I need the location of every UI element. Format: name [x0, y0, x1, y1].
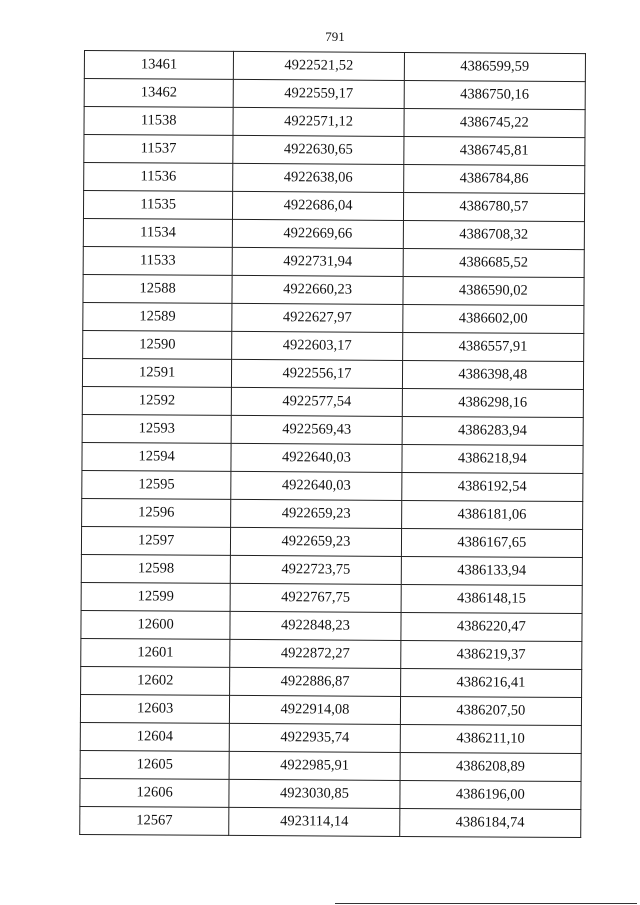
y-coordinate-cell: 4386745,81 — [403, 136, 584, 165]
table-row — [81, 582, 582, 613]
point-id-cell: 13461 — [84, 51, 233, 80]
y-coordinate-cell: 4386599,59 — [404, 52, 585, 81]
x-coordinate-cell: 4922848,23 — [230, 611, 401, 640]
x-coordinate-cell: 4922556,17 — [232, 359, 403, 388]
x-coordinate-cell: 4922627,97 — [232, 303, 403, 332]
x-coordinate-cell: 4922577,54 — [232, 387, 403, 416]
y-coordinate-cell: 4386216,41 — [400, 668, 581, 697]
x-coordinate-cell: 4922731,94 — [232, 247, 403, 276]
point-id-cell: 12606 — [80, 778, 229, 807]
point-id-cell: 12595 — [82, 470, 231, 499]
y-coordinate-cell: 4386211,10 — [400, 724, 581, 753]
point-id-cell: 12596 — [82, 498, 231, 527]
point-id-cell: 12592 — [82, 386, 231, 415]
table-row — [84, 51, 585, 82]
x-coordinate-cell: 4922640,03 — [231, 471, 402, 500]
page-number: 791 — [325, 29, 345, 44]
point-id-cell: 12599 — [81, 582, 230, 611]
y-coordinate-cell: 4386708,32 — [403, 220, 584, 249]
table-row — [81, 638, 582, 669]
y-coordinate-cell: 4386298,16 — [402, 388, 583, 417]
y-coordinate-cell: 4386283,94 — [402, 416, 583, 445]
table-row — [82, 470, 583, 501]
y-coordinate-cell: 4386220,47 — [401, 612, 582, 641]
table-row — [80, 806, 581, 837]
point-id-cell: 12597 — [81, 526, 230, 555]
x-coordinate-cell: 4922660,23 — [232, 275, 403, 304]
point-id-cell: 13462 — [84, 79, 233, 108]
point-id-cell: 12589 — [83, 302, 232, 331]
table-row — [82, 442, 583, 473]
point-id-cell: 12604 — [80, 722, 229, 751]
x-coordinate-cell: 4922569,43 — [231, 415, 402, 444]
point-id-cell: 12603 — [80, 694, 229, 723]
x-coordinate-cell: 4922914,08 — [230, 695, 401, 724]
point-id-cell: 12588 — [83, 274, 232, 303]
table-row — [84, 79, 585, 110]
table-row — [80, 778, 581, 809]
y-coordinate-cell: 4386780,57 — [403, 192, 584, 221]
bottom-rule — [335, 903, 637, 904]
x-coordinate-cell: 4922638,06 — [233, 163, 404, 192]
point-id-cell: 12601 — [81, 638, 230, 667]
table-row — [84, 135, 585, 166]
y-coordinate-cell: 4386181,06 — [401, 500, 582, 529]
table-row — [80, 694, 581, 725]
table-row — [84, 107, 585, 138]
table-row — [80, 750, 581, 781]
x-coordinate-cell: 4922886,87 — [230, 667, 401, 696]
table-row — [81, 610, 582, 641]
x-coordinate-cell: 4922872,27 — [230, 639, 401, 668]
y-coordinate-cell: 4386590,02 — [403, 276, 584, 305]
y-coordinate-cell: 4386196,00 — [400, 780, 581, 809]
point-id-cell: 12593 — [82, 414, 231, 443]
table-row — [81, 554, 582, 585]
y-coordinate-cell: 4386219,37 — [400, 640, 581, 669]
table-row — [82, 358, 583, 389]
x-coordinate-cell: 4923030,85 — [229, 779, 400, 808]
x-coordinate-cell: 4922603,17 — [232, 331, 403, 360]
x-coordinate-cell: 4922640,03 — [231, 443, 402, 472]
x-coordinate-cell: 4922767,75 — [230, 583, 401, 612]
table-row — [81, 666, 582, 697]
point-id-cell: 11538 — [84, 107, 233, 136]
table-row — [82, 414, 583, 445]
x-coordinate-cell: 4922630,65 — [233, 135, 404, 164]
table-row — [83, 191, 584, 222]
y-coordinate-cell: 4386750,16 — [404, 80, 585, 109]
y-coordinate-cell: 4386167,65 — [401, 528, 582, 557]
point-id-cell: 12594 — [82, 442, 231, 471]
table-row — [80, 722, 581, 753]
point-id-cell: 11536 — [84, 163, 233, 192]
x-coordinate-cell: 4922571,12 — [233, 107, 404, 136]
y-coordinate-cell: 4386208,89 — [400, 752, 581, 781]
point-id-cell: 12602 — [81, 666, 230, 695]
point-id-cell: 12605 — [80, 750, 229, 779]
point-id-cell: 12590 — [83, 330, 232, 359]
x-coordinate-cell: 4922686,04 — [233, 191, 404, 220]
coordinate-table — [79, 50, 586, 838]
point-id-cell: 12567 — [80, 806, 229, 835]
y-coordinate-cell: 4386398,48 — [402, 360, 583, 389]
y-coordinate-cell: 4386184,74 — [399, 808, 580, 837]
y-coordinate-cell: 4386602,00 — [402, 304, 583, 333]
table-row — [82, 386, 583, 417]
table-row — [81, 526, 582, 557]
point-id-cell: 11533 — [83, 246, 232, 275]
table-row — [83, 302, 584, 333]
y-coordinate-cell: 4386745,22 — [404, 108, 585, 137]
y-coordinate-cell: 4386148,15 — [401, 584, 582, 613]
x-coordinate-cell: 4922723,75 — [231, 555, 402, 584]
x-coordinate-cell: 4922985,91 — [229, 751, 400, 780]
point-id-cell: 12600 — [81, 610, 230, 639]
y-coordinate-cell: 4386218,94 — [402, 444, 583, 473]
y-coordinate-cell: 4386192,54 — [401, 472, 582, 501]
y-coordinate-cell: 4386207,50 — [400, 696, 581, 725]
y-coordinate-cell: 4386557,91 — [402, 332, 583, 361]
table-row — [83, 218, 584, 249]
x-coordinate-cell: 4922559,17 — [233, 79, 404, 108]
point-id-cell: 12591 — [82, 358, 231, 387]
table-row — [83, 330, 584, 361]
table-row — [83, 246, 584, 277]
table-row — [83, 274, 584, 305]
x-coordinate-cell: 4922659,23 — [231, 527, 402, 556]
x-coordinate-cell: 4923114,14 — [229, 807, 400, 836]
x-coordinate-cell: 4922659,23 — [231, 499, 402, 528]
point-id-cell: 11534 — [83, 218, 232, 247]
y-coordinate-cell: 4386133,94 — [401, 556, 582, 585]
coordinate-table-body — [80, 51, 586, 838]
point-id-cell: 12598 — [81, 554, 230, 583]
table-row — [82, 498, 583, 529]
y-coordinate-cell: 4386784,86 — [403, 164, 584, 193]
x-coordinate-cell: 4922935,74 — [230, 723, 401, 752]
point-id-cell: 11535 — [83, 191, 232, 220]
x-coordinate-cell: 4922521,52 — [234, 51, 405, 80]
y-coordinate-cell: 4386685,52 — [403, 248, 584, 277]
point-id-cell: 11537 — [84, 135, 233, 164]
x-coordinate-cell: 4922669,66 — [233, 219, 404, 248]
table-row — [84, 163, 585, 194]
